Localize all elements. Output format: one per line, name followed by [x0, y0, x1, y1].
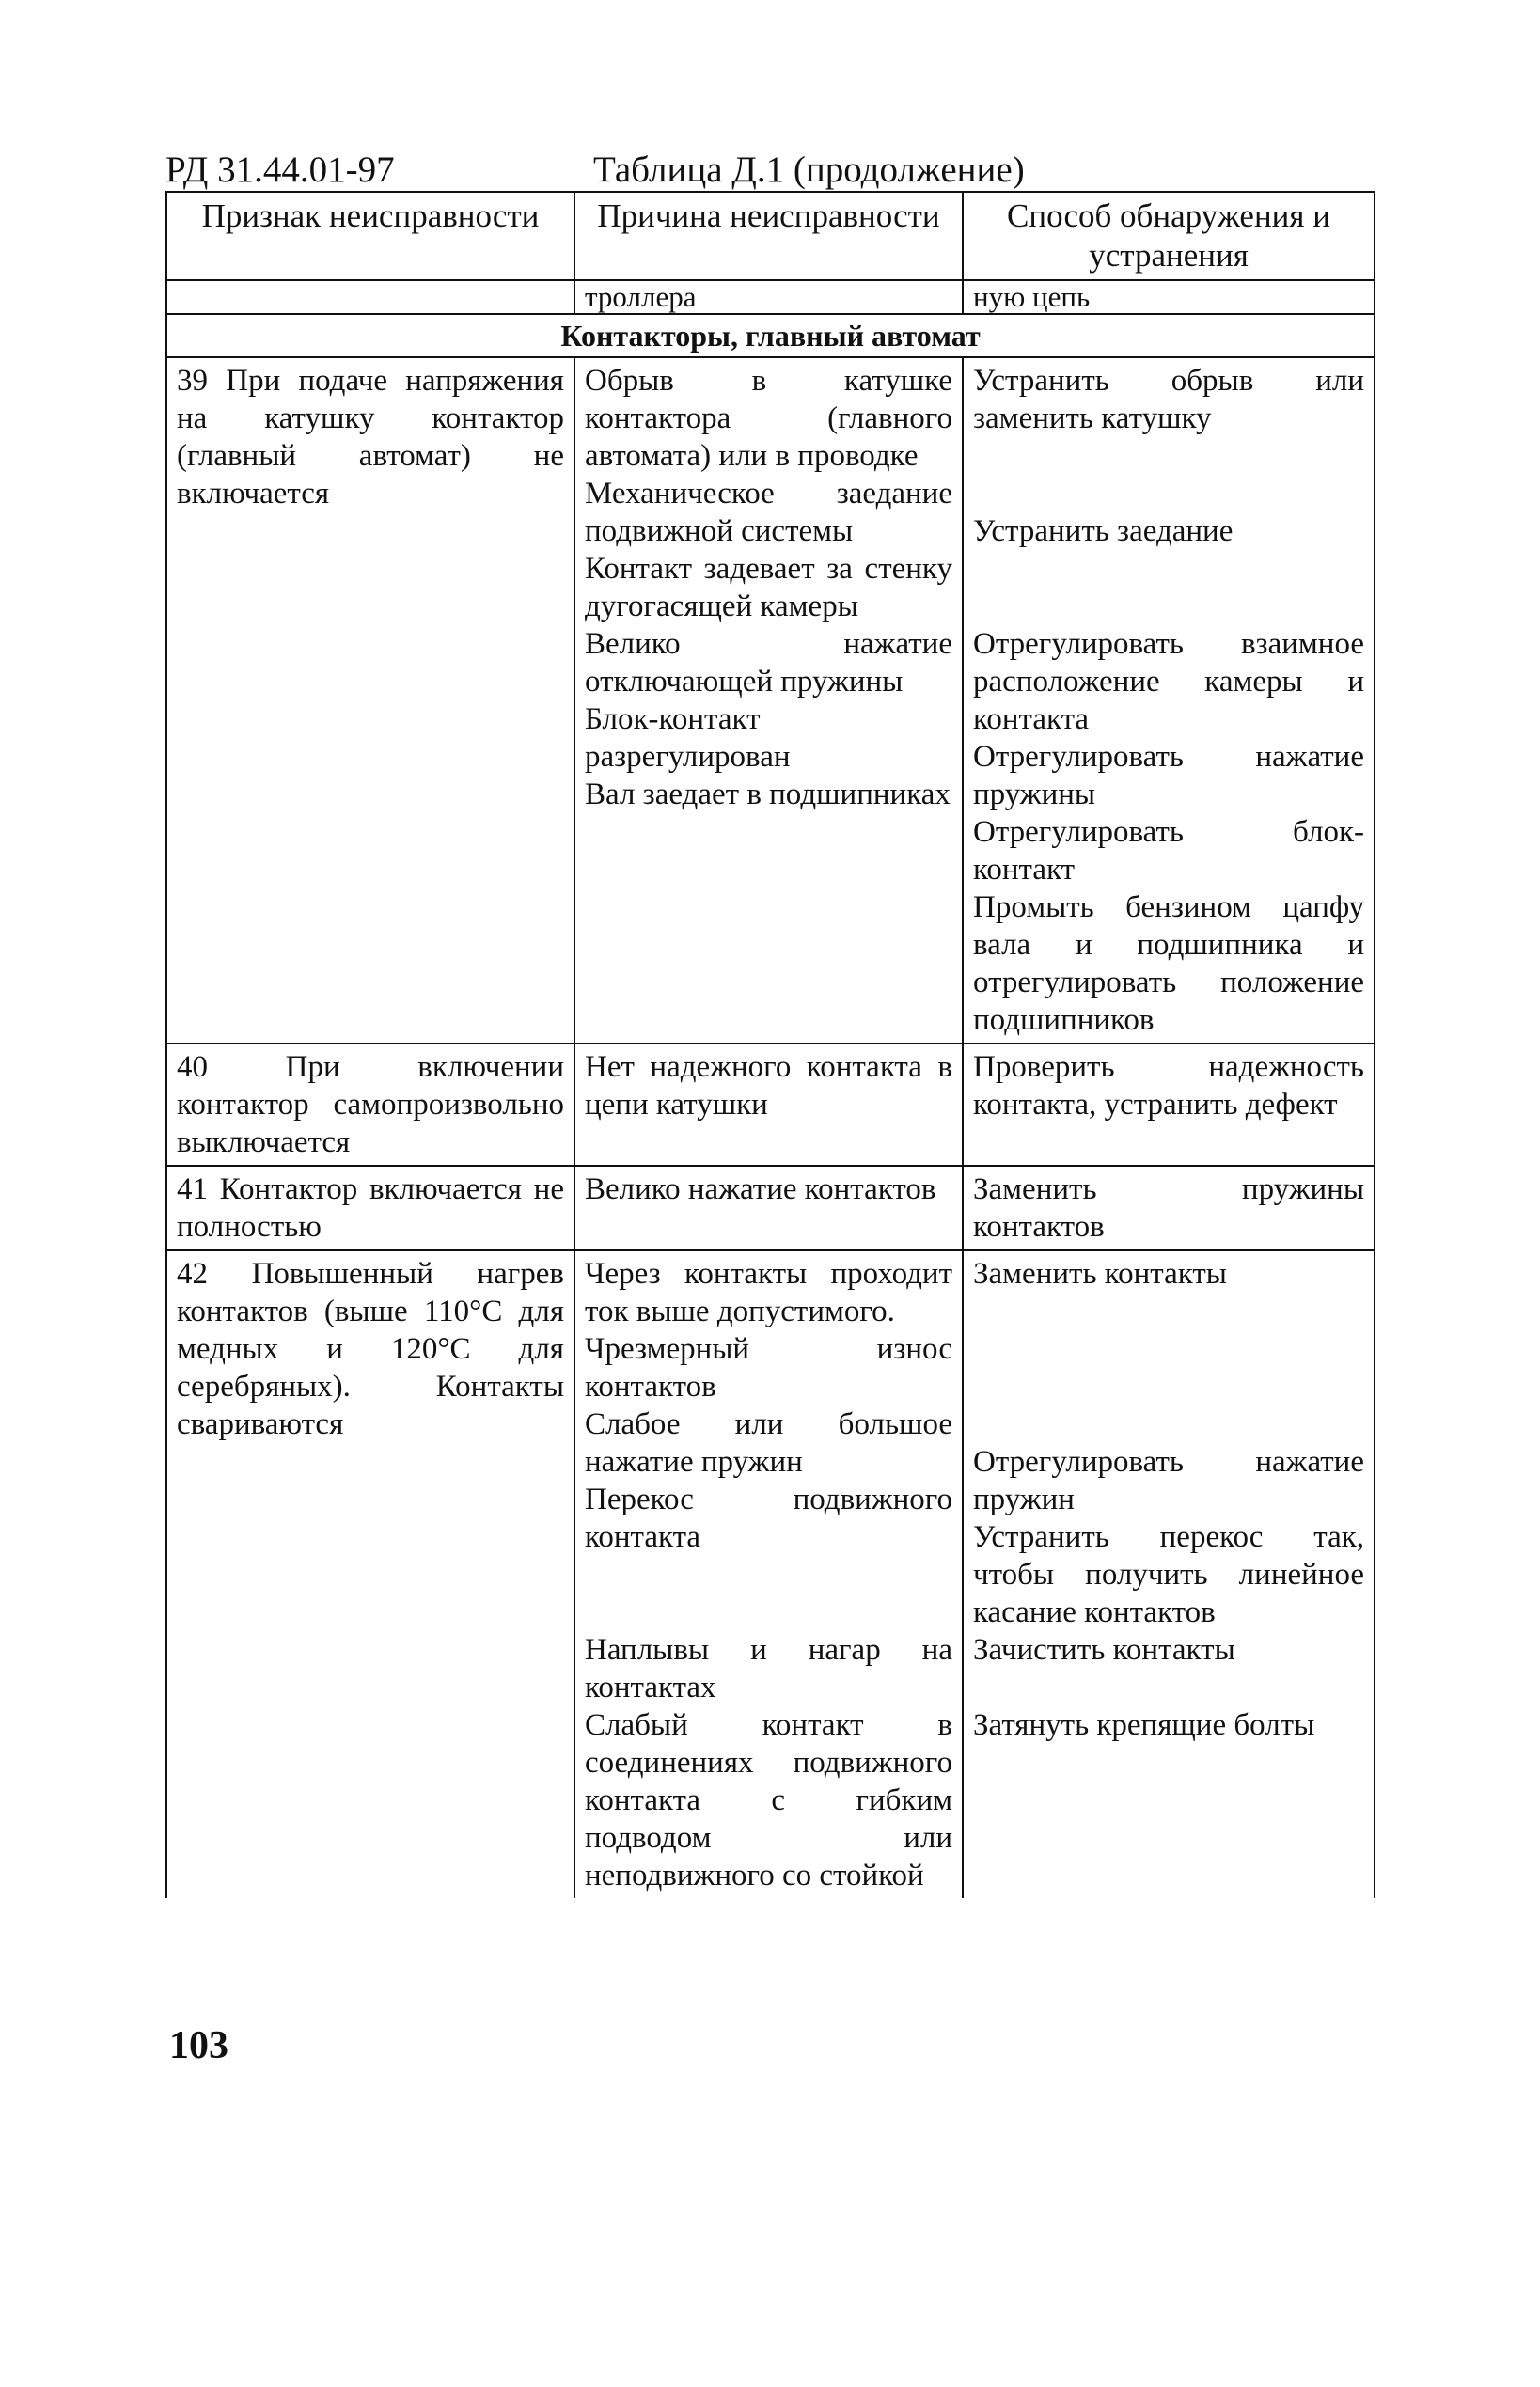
symptom-cell: 39 При подаче напряжения на катушку контактор (главный автомат) не включается: [166, 357, 574, 1044]
remedy-cell: Проверить надежность контакта, устранить дефект: [963, 1044, 1375, 1166]
cause-cell: Велико нажатие контактов: [574, 1166, 963, 1250]
column-header-remedy: Способ обнаружения и устранения: [963, 192, 1375, 280]
remedy-item: Отрегулировать нажатие пружин: [973, 1445, 1364, 1516]
remedy-item: Устранить перекос так, чтобы получить линейное касание контактов: [973, 1520, 1364, 1629]
carry-over-row: [166, 280, 1375, 314]
table-row: [166, 1166, 1375, 1250]
cause-item: Вал заедает в подшипниках: [585, 777, 951, 811]
table-title: Таблица Д.1 (продолжение): [593, 149, 1025, 190]
cause-item: Перекос подвижного контакта: [585, 1483, 952, 1554]
symptom-cell: 41 Контактор включается не полностью: [166, 1166, 574, 1250]
table-header-row: [166, 192, 1375, 280]
carry-cause-cell: троллера: [574, 280, 963, 314]
table-row: [166, 1044, 1375, 1166]
cause-item: Наплывы и нагар на контактах: [585, 1633, 952, 1704]
cause-item: Через контакты проходит ток выше допустимого.: [585, 1257, 952, 1328]
cause-item: Механическое заедание подвижной системы: [585, 477, 952, 548]
section-title: Контакторы, главный автомат: [166, 314, 1375, 357]
table-row: [166, 357, 1375, 1044]
remedy-item: Затянуть крепящие болты: [973, 1708, 1315, 1742]
remedy-item: Отрегулировать нажатие пружины: [973, 740, 1364, 811]
cause-item: Блок-контакт разрегулирован: [585, 702, 791, 774]
column-header-symptom: Признак неисправности: [166, 192, 574, 280]
symptom-cell: 40 При включении контактор самопроизвольно выключается: [166, 1044, 574, 1166]
remedy-cell: [963, 1250, 1375, 1898]
remedy-item: Устранить обрыв или заменить катушку: [973, 364, 1364, 435]
remedy-cell: Заменить пружины контактов: [963, 1166, 1375, 1250]
cause-item: Контакт задевает за стенку дугогасящей камеры: [585, 552, 952, 623]
section-row: [166, 314, 1375, 357]
remedy-item: Отрегулировать блок-контакт: [973, 815, 1364, 887]
document-code: РД 31.44.01-97: [165, 149, 395, 190]
cause-item: Слабое или большое нажатие пружин: [585, 1407, 952, 1479]
remedy-cell: [963, 357, 1375, 1044]
carry-remedy-cell: ную цепь: [963, 280, 1375, 314]
symptom-cell: 42 Повышенный нагрев контактов (выше 110°С для медных и 120°С для серебряных). Контакты свариваются: [166, 1250, 574, 1898]
remedy-item: Заменить контакты: [973, 1257, 1227, 1291]
cause-item: Слабый контакт в соединениях подвижного контакта с гибким подводом или неподвижного со стойкой: [585, 1708, 952, 1892]
page-number: 103: [169, 2024, 228, 2067]
remedy-item: Зачистить контакты: [973, 1633, 1235, 1667]
table-row: [166, 1250, 1375, 1898]
cause-cell: Нет надежного контакта в цепи катушки: [574, 1044, 963, 1166]
remedy-item: Устранить заедание: [973, 514, 1234, 548]
carry-symptom-cell: [166, 280, 574, 314]
cause-cell: [574, 357, 963, 1044]
cause-item: Чрезмерный износ контактов: [585, 1332, 952, 1404]
cause-item: Обрыв в катушке контактора (главного автомата) или в проводке: [585, 364, 952, 473]
column-header-cause: Причина неисправности: [574, 192, 963, 280]
page-header: [165, 149, 1378, 190]
remedy-item: Промыть бензином цапфу вала и подшипника и отрегулировать положение подшипников: [973, 890, 1364, 1037]
cause-item: Велико нажатие отключающей пружины: [585, 627, 952, 699]
cause-cell: [574, 1250, 963, 1898]
remedy-item: Отрегулировать взаимное расположение камеры и контакта: [973, 627, 1364, 736]
fault-table: [165, 191, 1375, 1898]
